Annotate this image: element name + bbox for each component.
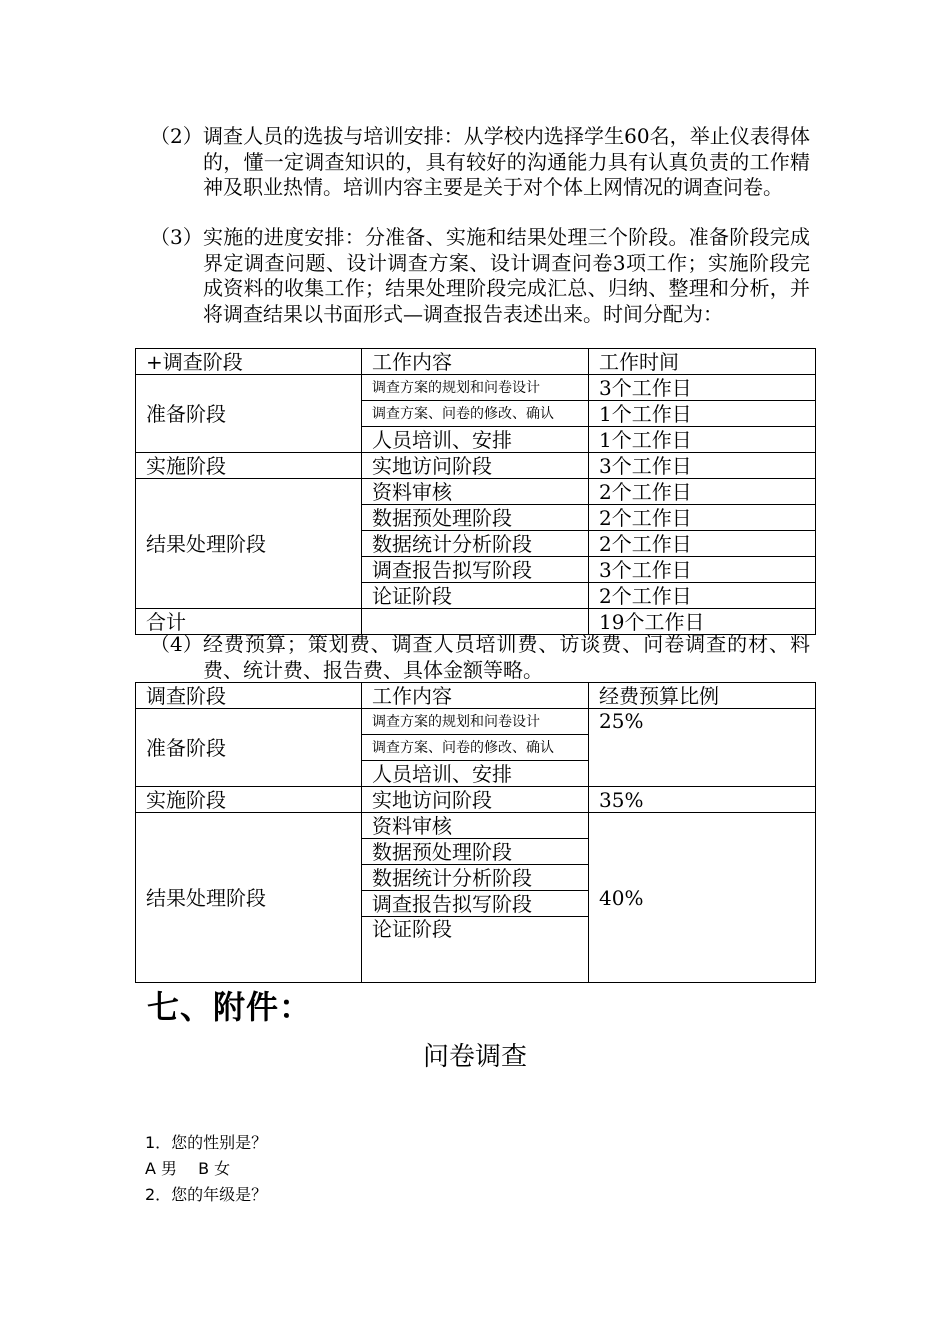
- stage-cell: 准备阶段: [136, 709, 362, 787]
- table-row: [136, 453, 816, 479]
- header-cell: 经费预算比例: [589, 683, 816, 709]
- section-heading: 七、附件：: [147, 988, 313, 1026]
- header-cell: 工作内容: [362, 349, 589, 375]
- paragraph-text: 调查人员的选拔与培训安排：从学校内选择学生60名，举止仪表得体的，懂一定调查知识的，具有较好的沟通能力具有认真负责的工作精神及职业热情。培训内容主要是关于对个体上网情况的调查问卷。: [203, 124, 810, 199]
- stage-cell: 结果处理阶段: [136, 813, 362, 983]
- total-label-cell: 合计: [136, 609, 362, 635]
- time-cell: 3个工作日: [589, 453, 816, 479]
- time-cell: 3个工作日: [589, 557, 816, 583]
- header-cell: 工作时间: [589, 349, 816, 375]
- content-cell: 实地访问阶段: [362, 787, 589, 813]
- content-cell: 数据统计分析阶段: [362, 865, 589, 891]
- content-cell: 实地访问阶段: [362, 453, 589, 479]
- table-row: [136, 709, 816, 735]
- table-total-row: [136, 609, 816, 635]
- table-row: [136, 375, 816, 401]
- budget-table: [135, 682, 816, 983]
- content-cell: 论证阶段: [362, 583, 589, 609]
- table-row: [136, 479, 816, 505]
- table-row: [136, 787, 816, 813]
- table-row: [136, 813, 816, 839]
- content-cell: 资料审核: [362, 479, 589, 505]
- header-cell: 调查阶段: [136, 683, 362, 709]
- time-cell: 1个工作日: [589, 401, 816, 427]
- time-cell: 2个工作日: [589, 505, 816, 531]
- content-cell: 调查方案、问卷的修改、确认: [362, 401, 589, 427]
- stage-cell: 实施阶段: [136, 453, 362, 479]
- content-cell: 调查报告拟写阶段: [362, 557, 589, 583]
- paragraph-text: 经费预算；策划费、调查人员培训费、访谈费、问卷调查的材、料费、统计费、报告费、具体金额等略。: [203, 632, 810, 682]
- table-header-row: [136, 349, 816, 375]
- empty-cell: [362, 609, 589, 635]
- table-header-row: [136, 683, 816, 709]
- paragraph-3: [150, 225, 810, 327]
- stage-cell: 准备阶段: [136, 375, 362, 453]
- stage-cell: 结果处理阶段: [136, 479, 362, 609]
- content-cell: 资料审核: [362, 813, 589, 839]
- paragraph-2: [150, 124, 810, 201]
- content-cell: 数据统计分析阶段: [362, 531, 589, 557]
- time-cell: 2个工作日: [589, 479, 816, 505]
- content-cell: 论证阶段: [362, 917, 589, 983]
- content-cell: 人员培训、安排: [362, 427, 589, 453]
- question-1-options: A 男 B 女: [145, 1159, 231, 1178]
- paragraph-number: （2）: [150, 124, 203, 148]
- content-cell: 调查方案的规划和问卷设计: [362, 709, 589, 735]
- questionnaire-title: 问卷调查: [422, 1042, 527, 1072]
- question-2: 2．您的年级是？: [145, 1185, 268, 1204]
- question-1: 1．您的性别是？: [145, 1133, 268, 1152]
- schedule-table: [135, 348, 816, 635]
- content-cell: 调查方案的规划和问卷设计: [362, 375, 589, 401]
- stage-cell: 实施阶段: [136, 787, 362, 813]
- paragraph-number: （3）: [150, 225, 203, 249]
- content-cell: 调查方案、问卷的修改、确认: [362, 735, 589, 761]
- ratio-cell: 35%: [589, 787, 816, 813]
- content-cell: 人员培训、安排: [362, 761, 589, 787]
- content-cell: 数据预处理阶段: [362, 505, 589, 531]
- header-cell: +调查阶段: [136, 349, 362, 375]
- time-cell: 2个工作日: [589, 531, 816, 557]
- content-cell: 数据预处理阶段: [362, 839, 589, 865]
- ratio-cell: 25%: [589, 709, 816, 787]
- total-value-cell: 19个工作日: [589, 609, 816, 635]
- paragraph-number: （4）: [150, 632, 203, 656]
- paragraph-text: 实施的进度安排：分准备、实施和结果处理三个阶段。准备阶段完成界定调查问题、设计调查方案、设计调查问卷3项工作；实施阶段完成资料的收集工作；结果处理阶段完成汇总、归纳、整理和分析，并将调查结果以书面形式—调查报告表述出来。时间分配为：: [203, 225, 810, 326]
- ratio-cell: 40%: [589, 813, 816, 983]
- paragraph-4: [150, 632, 810, 683]
- content-cell: 调查报告拟写阶段: [362, 891, 589, 917]
- time-cell: 1个工作日: [589, 427, 816, 453]
- time-cell: 3个工作日: [589, 375, 816, 401]
- header-cell: 工作内容: [362, 683, 589, 709]
- time-cell: 2个工作日: [589, 583, 816, 609]
